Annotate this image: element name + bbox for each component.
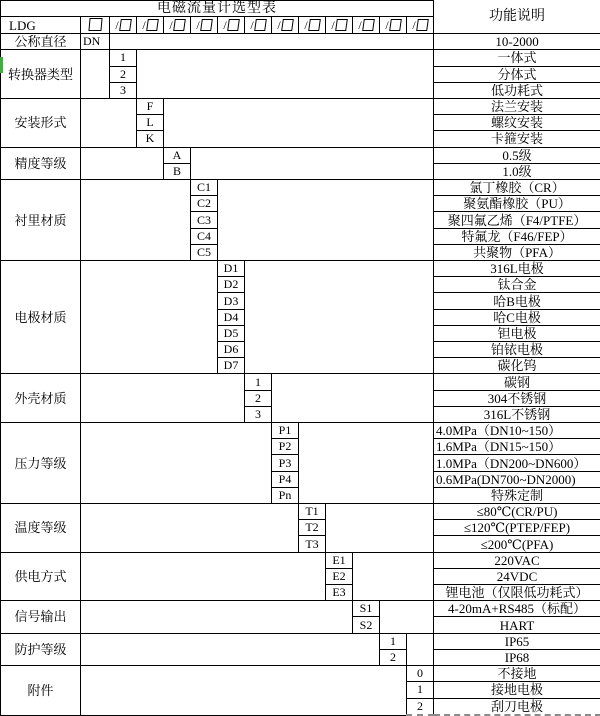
title-row (1, 1, 600, 17)
code-cell: E2 (326, 568, 353, 584)
slash-mark: / (277, 18, 281, 33)
model-first-box-cell (81, 17, 110, 34)
slash-mark: / (169, 18, 173, 33)
table-row (1, 374, 600, 390)
left-gap-cell (81, 147, 164, 179)
function-desc-cell: 铂铱电极 (434, 342, 600, 358)
model-slash-box-cell (218, 17, 245, 34)
slash-mark: / (385, 18, 389, 33)
function-desc-cell: ≤200℃(PFA) (434, 536, 600, 552)
code-cell: D3 (218, 293, 245, 309)
right-gap-cell (137, 50, 434, 99)
function-desc-cell: 刮刀电极 (434, 698, 600, 715)
row-group-label: 附件 (1, 666, 81, 715)
code-cell: P2 (272, 439, 299, 455)
scan-artifact-green (0, 57, 3, 73)
code-cell: B (164, 163, 191, 179)
checkbox-icon (173, 19, 186, 31)
right-gap-cell (272, 374, 434, 423)
left-gap-cell (81, 423, 272, 504)
table-row (1, 552, 600, 568)
table-row (1, 50, 600, 66)
checkbox-icon (119, 19, 132, 31)
code-cell: 1 (407, 682, 434, 698)
right-gap-cell (299, 423, 434, 504)
function-desc-cell: 1.6MPa（DN15~150） (434, 439, 600, 455)
table-row (1, 423, 600, 439)
function-desc-cell: 不接地 (434, 666, 600, 682)
code-cell: D4 (218, 309, 245, 325)
code-cell: C1 (191, 180, 218, 196)
row-group-label: 压力等级 (1, 423, 81, 504)
model-slash-box-cell (191, 17, 218, 34)
page-title: 电磁流量计选型表 (1, 1, 434, 17)
row-group-label: 安装形式 (1, 98, 81, 147)
function-desc-cell: 特殊定制 (434, 487, 600, 503)
function-desc-cell: 钽电极 (434, 325, 600, 341)
function-desc-cell: 锂电池（仅限低功耗式） (434, 585, 600, 601)
row-group-label: 精度等级 (1, 147, 81, 179)
code-cell: C2 (191, 196, 218, 212)
function-desc-cell: 0.5级 (434, 147, 600, 163)
left-gap-cell (81, 98, 137, 147)
model-prefix: LDG (1, 17, 81, 34)
function-desc-cell: 螺纹安装 (434, 115, 600, 131)
function-desc-cell: 0.6MPa(DN700~DN2000) (434, 471, 600, 487)
code-cell: 2 (110, 66, 137, 82)
function-desc-cell: 316L电极 (434, 261, 600, 277)
code-cell: E3 (326, 585, 353, 601)
slash-mark: / (358, 18, 362, 33)
right-gap-cell (164, 98, 434, 147)
row-group-label: 信号输出 (1, 601, 81, 633)
left-gap-cell (81, 261, 218, 374)
code-cell: P3 (272, 455, 299, 471)
left-gap-cell (81, 50, 110, 99)
row-group-label: 防护等级 (1, 633, 81, 665)
code-cell: T1 (299, 504, 326, 520)
function-desc-cell: 4-20mA+RS485（标配） (434, 601, 600, 617)
code-cell: D6 (218, 342, 245, 358)
table-row (1, 98, 600, 114)
left-gap-cell (81, 374, 245, 423)
slash-mark: / (223, 18, 227, 33)
right-gap-cell (353, 552, 434, 601)
function-desc-cell: 特氟龙（F46/FEP） (434, 228, 600, 244)
code-cell: T2 (299, 520, 326, 536)
model-slash-box-cell (110, 17, 137, 34)
left-gap-cell (81, 180, 191, 261)
code-cell: S1 (353, 601, 380, 617)
code-cell: 2 (380, 649, 407, 665)
table-row (1, 633, 600, 649)
checkbox-icon (88, 18, 102, 31)
slash-mark: / (115, 18, 119, 33)
function-desc-cell: 钛合金 (434, 277, 600, 293)
function-desc-cell: 共聚物（PFA） (434, 244, 600, 260)
row-group-label: 转换器类型 (1, 50, 81, 99)
function-desc-cell: 哈B电极 (434, 293, 600, 309)
table-row (1, 666, 600, 682)
right-gap-cell (191, 147, 434, 179)
code-cell: 2 (245, 390, 272, 406)
function-desc-cell: 聚四氟乙烯（F4/PTFE） (434, 212, 600, 228)
code-cell: DN (81, 34, 110, 50)
model-slash-box-cell (380, 17, 407, 34)
model-slash-box-cell (326, 17, 353, 34)
function-desc-cell: 304不锈钢 (434, 390, 600, 406)
left-gap-cell (81, 633, 380, 665)
checkbox-icon (389, 19, 402, 31)
code-cell: A (164, 147, 191, 163)
left-gap-cell (81, 504, 299, 553)
model-slash-box-cell (245, 17, 272, 34)
checkbox-icon (254, 19, 267, 31)
model-slash-box-cell (299, 17, 326, 34)
model-slash-box-cell (272, 17, 299, 34)
function-desc-cell: HART (434, 617, 600, 633)
checkbox-icon (416, 19, 429, 31)
code-cell: D1 (218, 261, 245, 277)
function-desc-cell: 低功耗式 (434, 82, 600, 98)
code-cell: C5 (191, 244, 218, 260)
code-cell: T3 (299, 536, 326, 552)
code-cell: P4 (272, 471, 299, 487)
left-gap-cell (81, 601, 353, 633)
function-desc-cell: 氯丁橡胶（CR） (434, 180, 600, 196)
right-gap-cell (218, 180, 434, 261)
table-row (1, 504, 600, 520)
function-desc-cell: 1.0MPa（DN200~DN600） (434, 455, 600, 471)
checkbox-icon (146, 19, 159, 31)
function-desc-cell: 哈C电极 (434, 309, 600, 325)
row-group-label: 公称直径 (1, 34, 81, 50)
slash-mark: / (196, 18, 200, 33)
code-cell: D7 (218, 358, 245, 374)
slash-mark: / (304, 18, 308, 33)
function-desc-cell: 碳化钨 (434, 358, 600, 374)
function-desc-cell: 聚氨酯橡胶（PU） (434, 196, 600, 212)
right-gap-cell (380, 601, 434, 633)
function-desc-cell: IP65 (434, 633, 600, 649)
checkbox-icon (200, 19, 213, 31)
code-cell: 1 (245, 374, 272, 390)
code-cell: C3 (191, 212, 218, 228)
function-desc-cell: IP68 (434, 649, 600, 665)
model-slash-box-cell (164, 17, 191, 34)
code-cell: 1 (110, 50, 137, 66)
checkbox-icon (227, 19, 240, 31)
checkbox-icon (362, 19, 375, 31)
slash-mark: / (142, 18, 146, 33)
code-cell: C4 (191, 228, 218, 244)
code-cell: P1 (272, 423, 299, 439)
function-desc-cell: 10-2000 (434, 34, 600, 50)
function-desc-cell: 一体式 (434, 50, 600, 66)
model-slash-box-cell (353, 17, 380, 34)
slash-mark: / (250, 18, 254, 33)
code-cell: F (137, 98, 164, 114)
slash-mark: / (412, 18, 416, 33)
row-group-label: 外壳材质 (1, 374, 81, 423)
right-gap-cell (245, 261, 434, 374)
checkbox-icon (335, 19, 348, 31)
function-desc-cell: 接地电极 (434, 682, 600, 698)
function-desc-cell: 法兰安装 (434, 98, 600, 114)
function-desc-cell: 1.0级 (434, 163, 600, 179)
code-cell: L (137, 115, 164, 131)
code-cell: D5 (218, 325, 245, 341)
left-gap-cell (81, 552, 326, 601)
function-desc-cell: 碳钢 (434, 374, 600, 390)
left-gap-cell (81, 666, 407, 715)
model-slash-box-cell (137, 17, 164, 34)
code-cell: D2 (218, 277, 245, 293)
slash-mark: / (331, 18, 335, 33)
table-row (1, 180, 600, 196)
function-column-header: 功能说明 (434, 1, 600, 34)
right-gap-cell (110, 34, 434, 50)
function-desc-cell: 316L不锈钢 (434, 406, 600, 422)
code-cell: 3 (245, 406, 272, 422)
code-cell: K (137, 131, 164, 147)
code-cell: Pn (272, 487, 299, 503)
code-cell: E1 (326, 552, 353, 568)
table-row (1, 601, 600, 617)
table-row (1, 34, 600, 50)
row-group-label: 电极材质 (1, 261, 81, 374)
function-desc-cell: 分体式 (434, 66, 600, 82)
function-desc-cell: ≤120℃(PTEP/FEP) (434, 520, 600, 536)
table-row (1, 147, 600, 163)
row-group-label: 供电方式 (1, 552, 81, 601)
code-cell: 2 (407, 698, 434, 715)
function-desc-cell: 24VDC (434, 568, 600, 584)
right-gap-cell (407, 633, 434, 665)
function-desc-cell: 220VAC (434, 552, 600, 568)
function-desc-cell: 卡箍安装 (434, 131, 600, 147)
right-gap-cell (326, 504, 434, 553)
function-desc-cell: ≤80℃(CR/PU) (434, 504, 600, 520)
code-cell: 3 (110, 82, 137, 98)
checkbox-icon (281, 19, 294, 31)
code-cell: 0 (407, 666, 434, 682)
code-cell: S2 (353, 617, 380, 633)
row-group-label: 温度等级 (1, 504, 81, 553)
row-group-label: 衬里材质 (1, 180, 81, 261)
table-row (1, 261, 600, 277)
function-desc-cell: 4.0MPa（DN10~150） (434, 423, 600, 439)
model-slash-box-cell (407, 17, 434, 34)
checkbox-icon (308, 19, 321, 31)
code-cell: 1 (380, 633, 407, 649)
